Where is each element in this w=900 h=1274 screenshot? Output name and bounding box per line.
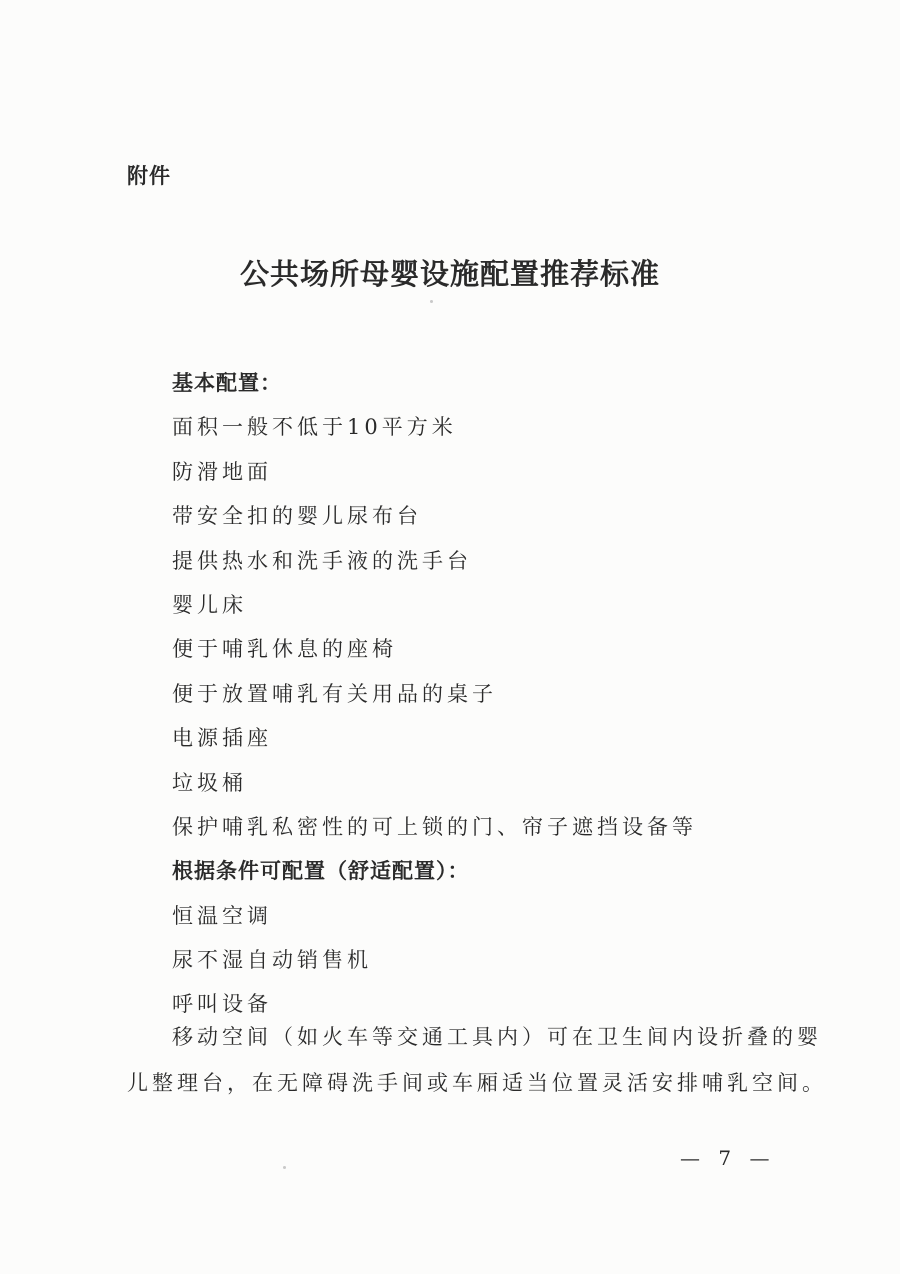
scan-speck [430, 300, 433, 303]
basic-item: 带安全扣的婴儿尿布台 [172, 504, 422, 529]
basic-item: 提供热水和洗手液的洗手台 [172, 548, 472, 573]
basic-item: 保护哺乳私密性的可上锁的门、帘子遮挡设备等 [172, 814, 697, 839]
basic-item: 防滑地面 [172, 459, 272, 484]
paragraph-line: 儿整理台，在无障碍洗手间或车厢适当位置灵活安排哺乳空间。 [127, 1071, 827, 1095]
optional-item: 恒温空调 [172, 903, 272, 928]
basic-config-heading: 基本配置： [172, 371, 282, 395]
document-title: 公共场所母婴设施配置推荐标准 [239, 257, 660, 291]
basic-item: 垃圾桶 [172, 770, 247, 795]
basic-item: 婴儿床 [172, 592, 247, 617]
basic-item: 便于哺乳休息的座椅 [172, 637, 397, 662]
config-list [172, 368, 812, 1034]
optional-item: 呼叫设备 [172, 992, 272, 1017]
mobile-space-paragraph [127, 1014, 827, 1106]
attachment-label: 附件 [127, 164, 171, 188]
basic-item: 电源插座 [172, 726, 272, 751]
page-number: — 7 — [680, 1146, 776, 1170]
scan-speck [283, 1166, 286, 1169]
optional-config-heading: 根据条件可配置（舒适配置）： [172, 859, 470, 884]
basic-item: 面积一般不低于10平方米 [172, 415, 457, 440]
basic-item: 便于放置哺乳有关用品的桌子 [172, 681, 497, 706]
paragraph-line: 移动空间（如火车等交通工具内）可在卫生间内设折叠的婴 [172, 1025, 822, 1049]
optional-item: 尿不湿自动销售机 [172, 948, 372, 973]
